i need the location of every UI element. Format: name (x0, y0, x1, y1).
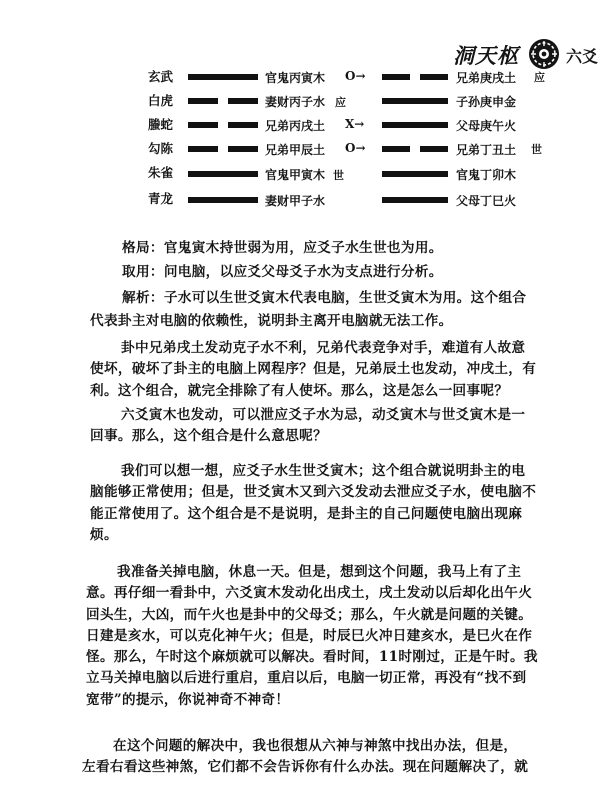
text-line: 日建是亥水，可以克化神午火；但是，时辰巳火冲日建亥水，是巳火在作 (86, 627, 533, 644)
changed-hexagram-line (382, 122, 448, 128)
text-line: 我准备关掉电脑，休息一天。但是，想到这个问题，我马上有了主 (117, 564, 522, 580)
text-line: 取用：问电脑，以应爻父母爻子水为支点进行分析。 (122, 264, 443, 280)
original-hexagram-line (188, 197, 258, 203)
paragraph-body (86, 562, 538, 711)
changed-hexagram-line (382, 146, 448, 152)
shi-marker: 世 (531, 143, 542, 156)
six-spirit-label: 青龙 (148, 191, 174, 206)
line-label: 妻财甲子水 (265, 194, 326, 208)
text-line: 卦中兄弟戌土发动克子水不利，兄弟代表竞争对手，难道有人故意 (121, 340, 526, 356)
line-label: 兄弟丁丑土 (456, 143, 517, 157)
six-spirit-label: 螣蛇 (148, 117, 174, 132)
ying-marker: 应 (534, 71, 545, 84)
paragraph-analysis-continued (90, 311, 453, 332)
text-line: 宽带”的提示，你说神奇不神奇！ (86, 691, 290, 708)
text-line: 代表卦主对电脑的依赖性，说明卦主离开电脑就无法工作。 (90, 313, 453, 329)
text-line: 解析：子水可以生世爻寅木代表电脑，生世爻寅木为用。这个组合 (122, 290, 527, 306)
seal-logo-icon (528, 38, 560, 70)
text-line: 回事。那么，这个组合是什么意思呢？ (90, 428, 328, 445)
line-label: 妻财丙子水 (265, 95, 326, 109)
changed-hexagram-line (382, 171, 448, 177)
text-line: 能正常使用了。这个组合是不是说明，是卦主的自己问题使电脑出现麻 (90, 505, 523, 522)
line-label: 官鬼甲寅木 (265, 168, 326, 182)
paragraph-selection (122, 262, 443, 283)
text-line: 烦。 (90, 526, 118, 543)
text-line: 脑能够正常使用；但是，世爻寅木又到六爻发动去泄应爻子水，使电脑不 (90, 484, 537, 501)
text-line: 意。再仔细一看卦中，六爻寅木发动化出戌土，戌土发动以后却化出午火 (86, 585, 533, 602)
paragraph-pattern (122, 238, 443, 259)
text-line: 左看右看这些神煞，它们都不会告诉你有什么办法。现在问题解决了，就 (82, 759, 529, 776)
text-line: 利。这个组合，就完全排除了有人使坏。那么，这是怎么一回事呢？ (90, 382, 509, 399)
shi-marker: 世 (333, 169, 344, 182)
moving-line-marker: O→ (345, 141, 366, 155)
text-line: 怪。那么，午时这个麻烦就可以解决。看时间，11时刚过，正是午时。我 (86, 649, 538, 666)
moving-line-marker: O→ (345, 69, 366, 83)
moving-line-marker: X→ (345, 117, 365, 131)
text-line: 使坏，破坏了卦主的电脑上网程序？但是，兄弟辰土也发动，冲戌土，有 (90, 361, 537, 378)
paragraph-body (90, 405, 525, 448)
original-hexagram-line (188, 98, 258, 104)
text-line: 回头生，大凶，而午火也是卦中的父母爻；那么，午火就是问题的关键。 (86, 606, 533, 623)
changed-hexagram-line (382, 98, 448, 104)
original-hexagram-line (188, 74, 258, 80)
line-label: 官鬼丁卯木 (456, 168, 517, 182)
text-line: 六爻寅木也发动，可以泄应爻子水为忌，动爻寅木与世爻寅木是一 (121, 407, 526, 423)
paragraph-body (90, 461, 536, 546)
six-spirit-label: 朱雀 (148, 165, 174, 180)
six-spirit-label: 玄武 (148, 69, 174, 84)
text-line: 在这个问题的解决中，我也很想从六神与神煞中找出办法，但是， (113, 738, 518, 754)
original-hexagram-line (188, 122, 258, 128)
paragraph-body (82, 736, 528, 779)
changed-hexagram-line (382, 74, 448, 80)
original-hexagram-line (188, 146, 258, 152)
line-label: 子孙庚申金 (456, 95, 517, 109)
original-hexagram-line (188, 171, 258, 177)
line-label: 父母丁巳火 (456, 194, 517, 208)
ying-marker: 应 (335, 96, 346, 109)
line-label: 兄弟庚戌土 (456, 71, 517, 85)
text-line: 立马关掉电脑以后进行重启，重启以后，电脑一切正常，再没有“找不到 (86, 670, 527, 687)
text-line: 格局：官鬼寅木持世弱为用，应爻子水生世也为用。 (122, 240, 443, 256)
line-label: 兄弟甲辰土 (265, 143, 326, 157)
paragraph-analysis (122, 288, 526, 309)
paragraph-body (90, 338, 536, 402)
changed-hexagram-line (382, 197, 448, 203)
running-header-title: 洞天枢 (453, 43, 519, 68)
six-spirit-label: 白虎 (148, 93, 174, 108)
text-line: 我们可以想一想，应爻子水生世爻寅木；这个组合就说明卦主的电 (121, 463, 526, 479)
line-label: 官鬼丙寅木 (265, 71, 326, 85)
running-header-series: 六爻 (566, 47, 599, 66)
line-label: 父母庚午火 (456, 119, 517, 133)
six-spirit-label: 勾陈 (148, 141, 174, 156)
line-label: 兄弟丙戌土 (265, 119, 326, 133)
